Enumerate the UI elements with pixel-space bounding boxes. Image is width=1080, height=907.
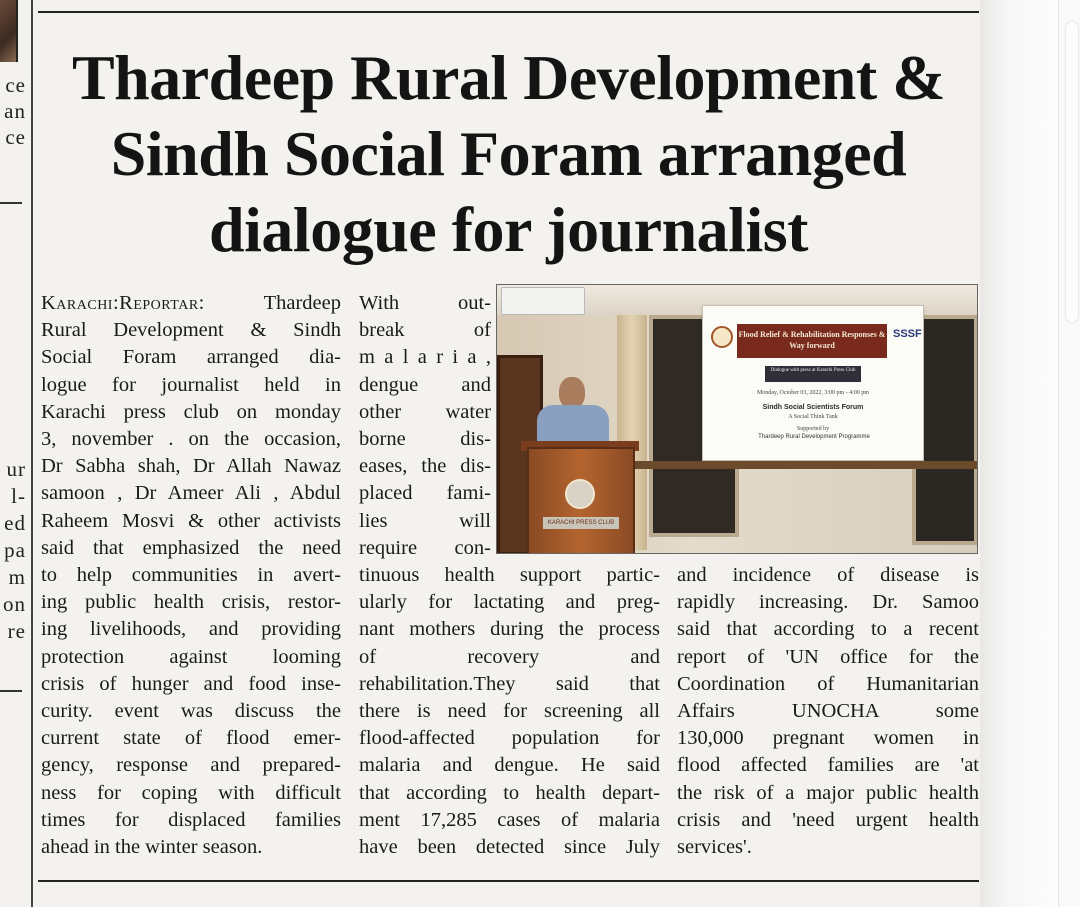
column-line: break of xyxy=(359,319,491,342)
podium-logo-icon xyxy=(565,479,595,509)
column-line: flood-affected population for xyxy=(359,727,660,750)
column-line: other water xyxy=(359,400,491,423)
column-line: report of 'UN office for the xyxy=(677,645,979,668)
fragment-text: ce xyxy=(5,73,26,97)
banner-date: Monday, October 03, 2022, 3:00 pm - 4:00 pm xyxy=(756,390,870,396)
photo-table xyxy=(633,461,978,469)
column-line: that according to health depart- xyxy=(359,781,660,804)
column-line: 3, november . on the occasion, xyxy=(41,428,341,451)
column-divider xyxy=(31,0,33,907)
fragment-text: pa xyxy=(4,538,26,562)
column-line: said that emphasized the need xyxy=(41,536,341,559)
column-line: Raheem Mosvi & other activists xyxy=(41,509,341,532)
column-line: ment 17,285 cases of malaria xyxy=(359,808,660,831)
column-line: services'. xyxy=(677,836,752,859)
column-line: Affairs UNOCHA some xyxy=(677,700,979,723)
banner-brand: SSSF xyxy=(893,328,922,340)
scroll-handle[interactable] xyxy=(1066,22,1078,322)
photo-air-conditioner xyxy=(501,287,585,315)
column-line: to help communities in avert- xyxy=(41,564,341,587)
article-column-3 xyxy=(677,562,979,861)
column-line: Karachi press club on monday xyxy=(41,400,341,423)
column-line: and incidence of disease is xyxy=(677,564,979,586)
banner-title: Flood Relief & Rehabilitation Responses & Way forward xyxy=(737,324,887,358)
article-column-2 xyxy=(359,562,660,861)
banner-logo-icon xyxy=(711,326,733,348)
dateline: Karachi:Reportar: xyxy=(41,292,205,314)
banner-supported: Supported by xyxy=(796,426,830,432)
column-line: 130,000 pregnant women in xyxy=(677,727,979,750)
column-line: the risk of a major public health xyxy=(677,781,979,804)
column-line: borne dis- xyxy=(359,428,491,451)
banner-subtitle: Dialogue with press at Karachi Press Club xyxy=(765,366,861,382)
fragment-rule xyxy=(0,690,22,692)
fragment-text: ce xyxy=(5,125,26,149)
column-line: placed fami- xyxy=(359,482,491,505)
column-line: Social Foram arranged dia- xyxy=(41,346,341,369)
banner-program: Thardeep Rural Development Programme xyxy=(758,434,870,440)
column-line xyxy=(41,290,341,317)
column-line: Dr Sabha shah, Dr Allah Nawaz xyxy=(41,455,341,478)
column-line: ing public health crisis, restor- xyxy=(41,591,341,614)
column-line: samoon , Dr Ameer Ali , Abdul xyxy=(41,482,341,505)
column-line: said that according to a recent xyxy=(677,618,979,641)
headline-line: dialogue for journalist xyxy=(209,194,808,265)
bottom-rule xyxy=(38,880,979,882)
column-line: ing livelihoods, and providing xyxy=(41,618,341,641)
column-line: of recovery and xyxy=(359,645,660,668)
column-line: gency, response and prepared- xyxy=(41,754,341,777)
podium-label: KARACHI PRESS CLUB xyxy=(543,517,619,529)
photo-banner xyxy=(702,305,924,461)
column-line: flood affected families are 'at xyxy=(677,754,979,777)
banner-forum: Sindh Social Scientists Forum xyxy=(762,404,864,411)
fragment-text: an xyxy=(4,99,26,123)
column-line: ularly for lactating and preg- xyxy=(359,591,660,614)
column-line: crisis and 'need urgent health xyxy=(677,808,979,831)
article-column-2-top xyxy=(359,290,491,562)
headline-line: Sindh Social Foram arranged xyxy=(110,118,907,189)
column-line: dengue and xyxy=(359,373,491,396)
headline xyxy=(38,40,979,268)
column-line: tinuous health support partic- xyxy=(359,564,660,586)
fragment-text: ed xyxy=(4,511,26,535)
fragment-text: ur xyxy=(6,457,26,481)
headline-line: Thardeep Rural Development & xyxy=(71,42,946,113)
column-line: With out- xyxy=(359,292,491,314)
column-line: ahead in the winter season. xyxy=(41,836,263,859)
fragment-rule xyxy=(0,202,22,204)
column-line: Rural Development & Sindh xyxy=(41,319,341,342)
column-line: nant mothers during the process xyxy=(359,618,660,641)
column-line: current state of flood emer- xyxy=(41,727,341,750)
column-line: rehabilitation.They said that xyxy=(359,672,660,695)
fragment-text: on xyxy=(3,592,26,616)
column-line: times for displaced families xyxy=(41,808,341,831)
column-line: there is need for screening all xyxy=(359,700,660,723)
fragment-text: l- xyxy=(11,484,26,508)
adjacent-photo-fragment xyxy=(0,0,18,62)
column-line: crisis of hunger and food inse- xyxy=(41,672,341,695)
scroll-track[interactable] xyxy=(1058,0,1080,907)
column-line: rapidly increasing. Dr. Samoo xyxy=(677,591,979,614)
column-line: require con- xyxy=(359,536,491,559)
column-line: logue for journalist held in xyxy=(41,373,341,396)
fragment-text: m xyxy=(8,565,26,589)
column-line: m a l a r i a , xyxy=(359,346,491,369)
column-line: Coordination of Humanitarian xyxy=(677,672,979,695)
article-photo xyxy=(496,284,978,554)
adjacent-column-fragment xyxy=(0,0,30,907)
column-line: curity. event was discuss the xyxy=(41,700,341,723)
column-line: have been detected since July xyxy=(359,836,660,859)
column-line: protection against looming xyxy=(41,645,341,668)
fragment-text: re xyxy=(7,619,26,643)
column-line: eases, the dis- xyxy=(359,455,491,478)
article-column-1 xyxy=(41,290,341,861)
column-line: lies will xyxy=(359,509,491,532)
top-rule xyxy=(38,11,979,13)
column-text: Thardeep xyxy=(263,292,341,314)
banner-forum-sub: A Social Think Tank xyxy=(788,414,838,420)
column-line: ness for coping with difficult xyxy=(41,781,341,804)
column-line: malaria and dengue. He said xyxy=(359,754,660,777)
